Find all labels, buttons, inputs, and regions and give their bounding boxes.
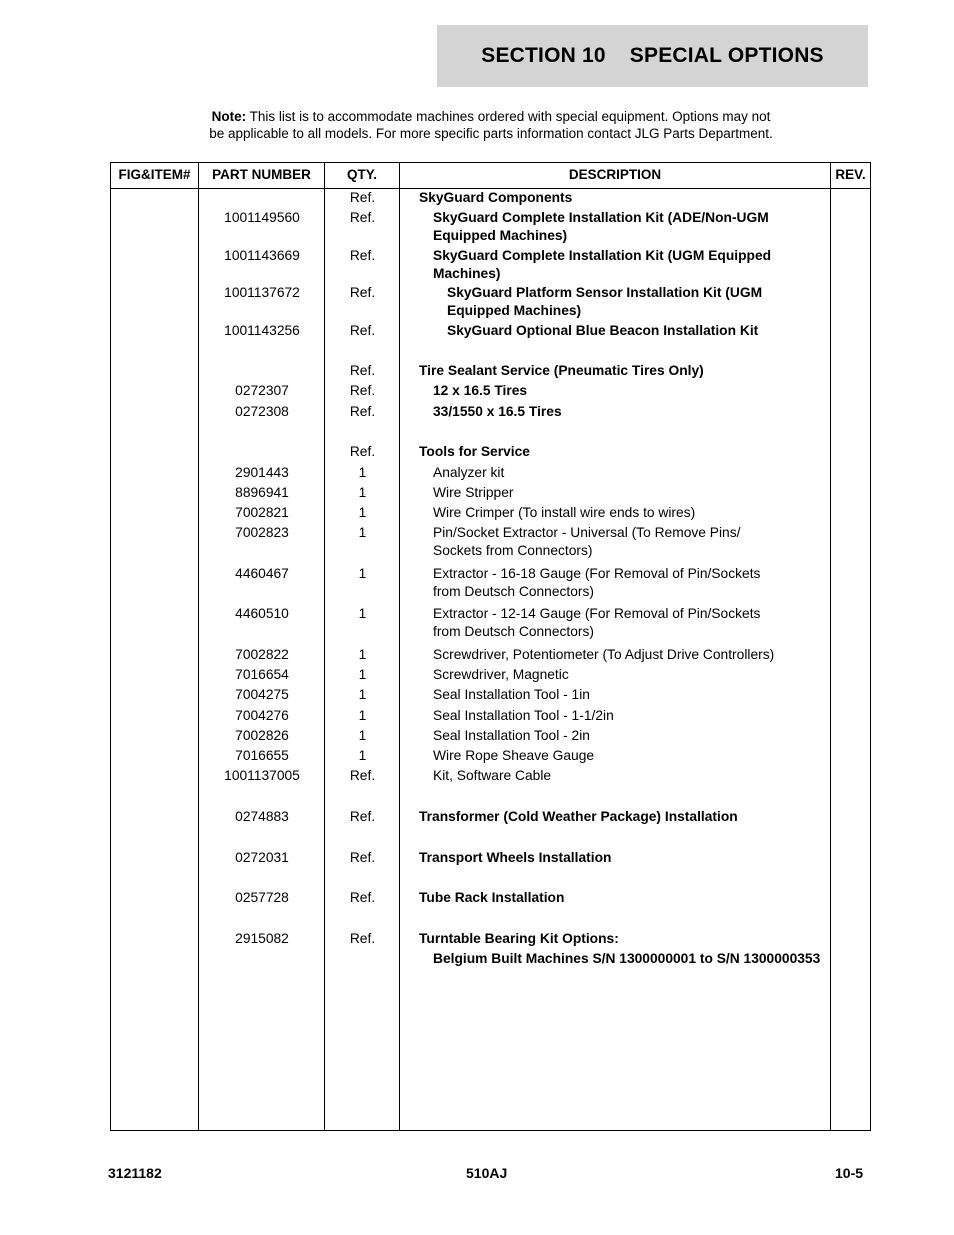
- col-header-qty: QTY.: [346, 167, 377, 182]
- part-number-cell: 1001137005: [224, 768, 300, 783]
- description-line: Equipped Machines): [433, 227, 568, 243]
- description-cell: [433, 646, 843, 664]
- description-cell: [419, 808, 829, 826]
- description-cell: [433, 747, 843, 765]
- part-number-cell: 1001149560: [224, 210, 300, 225]
- description-line: Seal Installation Tool - 1in: [433, 687, 590, 702]
- description-cell: [419, 930, 829, 948]
- description-line: Screwdriver, Magnetic: [433, 667, 569, 682]
- part-number-cell: 7004276: [235, 708, 289, 723]
- part-number-cell: 2915082: [235, 931, 289, 946]
- description-line: from Deutsch Connectors): [433, 583, 595, 599]
- description-cell: [419, 362, 829, 380]
- description-line: Equipped Machines): [447, 302, 582, 318]
- description-cell: [433, 504, 843, 522]
- qty-cell: 1: [358, 708, 367, 723]
- description-cell: [419, 849, 829, 867]
- footer-model: 510AJ: [466, 1165, 508, 1181]
- qty-cell: Ref.: [349, 285, 376, 300]
- description-line: Turntable Bearing Kit Options:: [419, 931, 619, 946]
- footer-doc-number: 3121182: [108, 1165, 162, 1181]
- qty-cell: Ref.: [349, 248, 376, 263]
- description-cell: [419, 189, 829, 207]
- description-cell: [433, 484, 843, 502]
- col-header-rev: REV.: [835, 167, 866, 182]
- part-number-cell: 0272308: [235, 404, 289, 419]
- description-cell: [433, 950, 843, 968]
- description-cell: [433, 403, 843, 421]
- qty-cell: 1: [358, 485, 367, 500]
- section-title: SPECIAL OPTIONS: [629, 44, 824, 67]
- qty-cell: Ref.: [349, 809, 376, 824]
- part-number-cell: 4460510: [235, 606, 289, 621]
- qty-cell: 1: [358, 465, 367, 480]
- part-number-cell: 1001137672: [224, 285, 300, 300]
- qty-cell: Ref.: [349, 210, 376, 225]
- qty-cell: 1: [358, 667, 367, 682]
- description-line: 12 x 16.5 Tires: [433, 383, 528, 398]
- part-number-cell: 8896941: [235, 485, 289, 500]
- qty-cell: Ref.: [349, 363, 376, 378]
- part-number-cell: 7002823: [235, 525, 289, 540]
- description-line: Kit, Software Cable: [433, 768, 552, 783]
- description-line: Wire Rope Sheave Gauge: [433, 748, 595, 763]
- qty-cell: 1: [358, 606, 367, 621]
- description-line: SkyGuard Complete Installation Kit (ADE/Non-UGM: [433, 210, 769, 225]
- description-cell: [433, 727, 843, 745]
- qty-cell: Ref.: [349, 404, 376, 419]
- description-line: Tools for Service: [419, 444, 530, 459]
- description-cell: [433, 247, 843, 282]
- qty-cell: 1: [358, 505, 367, 520]
- qty-cell: 1: [358, 525, 367, 540]
- part-number-cell: 7002821: [235, 505, 289, 520]
- description-line: SkyGuard Components: [419, 190, 573, 205]
- part-number-cell: 0272307: [235, 383, 289, 398]
- description-cell: [447, 284, 857, 319]
- description-line: Wire Crimper (To install wire ends to wires): [433, 505, 696, 520]
- description-line: Screwdriver, Potentiometer (To Adjust Drive Controllers): [433, 647, 775, 662]
- description-cell: [433, 382, 843, 400]
- col-header-part-number: PART NUMBER: [212, 167, 311, 182]
- qty-cell: 1: [358, 748, 367, 763]
- col-header-description: DESCRIPTION: [568, 167, 662, 182]
- parts-table: [110, 162, 871, 1131]
- col-header-fig-item: FIG&ITEM#: [118, 167, 191, 182]
- section-header: [437, 25, 868, 87]
- qty-cell: 1: [358, 687, 367, 702]
- qty-cell: Ref.: [349, 323, 376, 338]
- description-line: Sockets from Connectors): [433, 542, 593, 558]
- qty-cell: Ref.: [349, 383, 376, 398]
- description-line: Tube Rack Installation: [419, 890, 565, 905]
- qty-cell: Ref.: [349, 931, 376, 946]
- description-cell: [419, 889, 829, 907]
- description-line: SkyGuard Optional Blue Beacon Installation Kit: [447, 323, 759, 338]
- part-number-cell: 2901443: [235, 465, 289, 480]
- description-line: Seal Installation Tool - 1-1/2in: [433, 708, 614, 723]
- note-line-2: be applicable to all models. For more specific parts information contact JLG Parts Department.: [209, 126, 773, 141]
- qty-cell: 1: [358, 647, 367, 662]
- description-line: from Deutsch Connectors): [433, 623, 595, 639]
- qty-cell: Ref.: [349, 190, 376, 205]
- qty-cell: 1: [358, 566, 367, 581]
- part-number-cell: 7016654: [235, 667, 289, 682]
- description-line: Transformer (Cold Weather Package) Installation: [419, 809, 738, 824]
- description-line: Pin/Socket Extractor - Universal (To Remove Pins/: [433, 525, 741, 540]
- description-cell: [433, 524, 843, 559]
- description-cell: [433, 707, 843, 725]
- part-number-cell: 4460467: [235, 566, 289, 581]
- part-number-cell: 1001143256: [224, 323, 300, 338]
- note-label: Note:: [211, 109, 247, 124]
- description-line: Transport Wheels Installation: [419, 850, 612, 865]
- footer-page-number: 10-5: [835, 1165, 864, 1181]
- description-line: Extractor - 12-14 Gauge (For Removal of Pin/Sockets: [433, 606, 761, 621]
- part-number-cell: 0274883: [235, 809, 289, 824]
- part-number-cell: 1001143669: [224, 248, 300, 263]
- part-number-cell: 7002822: [235, 647, 289, 662]
- qty-cell: 1: [358, 728, 367, 743]
- part-number-cell: 0272031: [235, 850, 289, 865]
- qty-cell: Ref.: [349, 850, 376, 865]
- description-line: Analyzer kit: [433, 465, 505, 480]
- description-line: SkyGuard Platform Sensor Installation Kit (UGM: [447, 285, 763, 300]
- part-number-cell: 7004275: [235, 687, 289, 702]
- note-line-1: This list is to accommodate machines ordered with special equipment. Options may not: [249, 109, 771, 124]
- description-line: Belgium Built Machines S/N 1300000001 to S/N 1300000353: [433, 951, 821, 966]
- description-line: SkyGuard Complete Installation Kit (UGM Equipped: [433, 248, 772, 263]
- note: [180, 108, 802, 142]
- description-line: Machines): [433, 265, 501, 281]
- description-line: Extractor - 16-18 Gauge (For Removal of Pin/Sockets: [433, 566, 761, 581]
- description-line: Seal Installation Tool - 2in: [433, 728, 590, 743]
- section-label: SECTION 10: [481, 44, 606, 67]
- description-line: Wire Stripper: [433, 485, 514, 500]
- description-line: Tire Sealant Service (Pneumatic Tires Only): [419, 363, 704, 378]
- description-cell: [433, 686, 843, 704]
- part-number-cell: 7016655: [235, 748, 289, 763]
- part-number-cell: 7002826: [235, 728, 289, 743]
- description-cell: [433, 464, 843, 482]
- description-cell: [433, 605, 843, 640]
- description-cell: [433, 767, 843, 785]
- description-cell: [433, 565, 843, 600]
- part-number-cell: 0257728: [235, 890, 289, 905]
- description-cell: [433, 666, 843, 684]
- qty-cell: Ref.: [349, 890, 376, 905]
- description-cell: [433, 209, 843, 244]
- description-cell: [419, 443, 829, 461]
- qty-cell: Ref.: [349, 768, 376, 783]
- description-cell: [447, 322, 857, 340]
- qty-cell: Ref.: [349, 444, 376, 459]
- description-line: 33/1550 x 16.5 Tires: [433, 404, 562, 419]
